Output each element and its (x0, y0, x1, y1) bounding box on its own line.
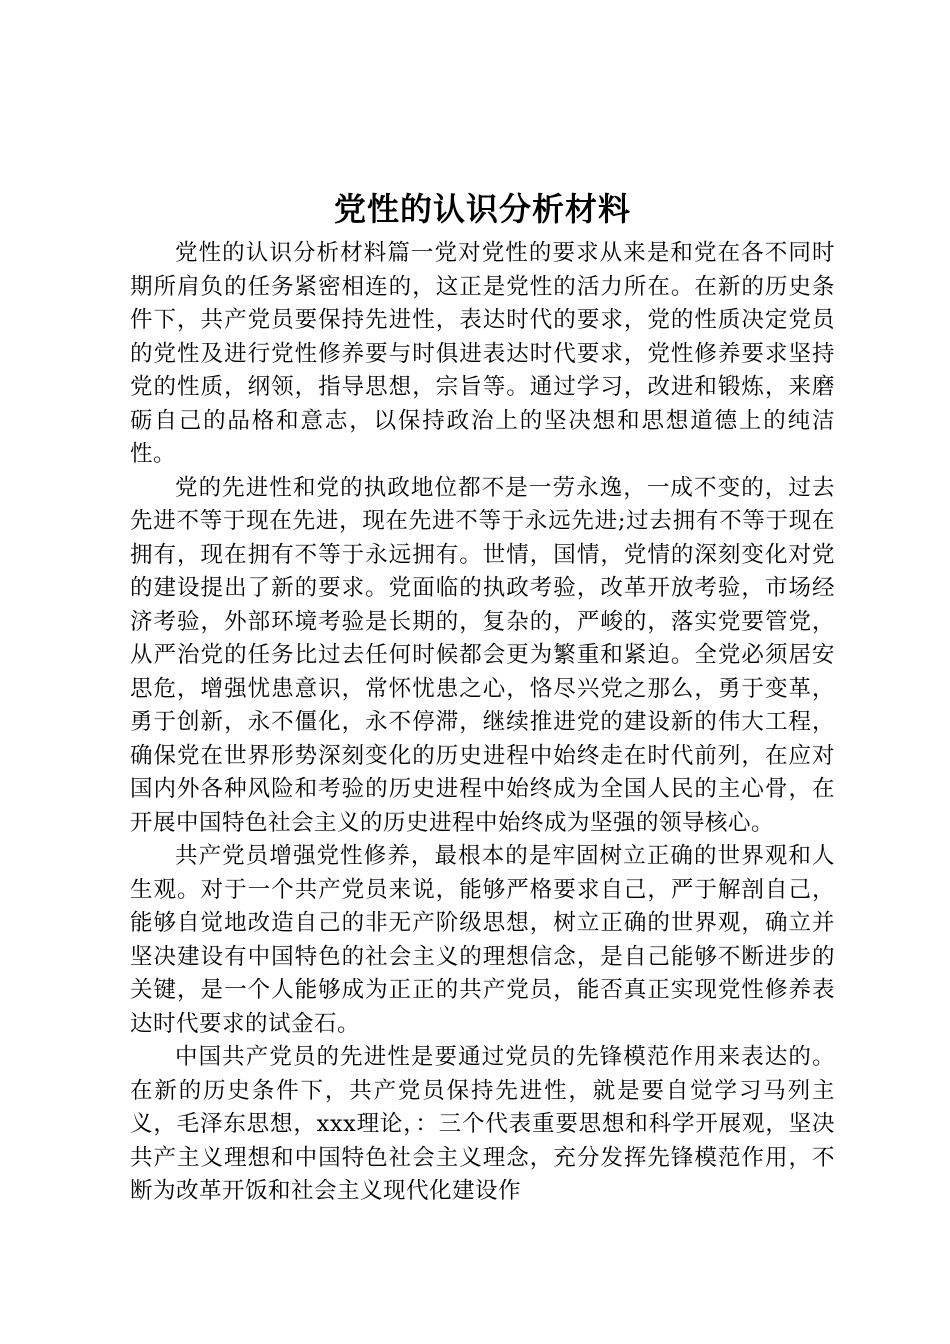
paragraph-4: 中国共产党员的先进性是要通过党员的先锋模范作用来表达的。在新的历史条件下，共产党员保持先进性，就是要自觉学习马列主义，毛泽东思想，xxx理论，：三个代表重要思想和科学开展观，坚决共产主义理想和中国特色社会主义理念，充分发挥先锋模范作用，不断为改革开饭和社会主义现代化建设作 (130, 1044, 835, 1204)
document-title: 党性的认识分析材料 (333, 190, 631, 228)
paragraph-2: 党的先进性和党的执政地位都不是一劳永逸，一成不变的，过去先进不等于现在先进，现在先进不等于永远先进;过去拥有不等于现在拥有，现在拥有不等于永远拥有。世情，国情，党情的深刻变化对党的建设提出了新的要求。党面临的执政考验，改革开放考验，市场经济考验，外部环境考验是长期的，复杂的，严峻的，落实党要管党，从严治党的任务比过去任何时候都会更为繁重和紧迫。全党必须居安思危，增强忧患意识，常怀忧患之心，恪尽兴党之那么，勇于变革，勇于创新，永不僵化，永不停滞，继续推进党的建设新的伟大工程，确保党在世界形势深刻变化的历史进程中始终走在时代前列，在应对国内外各种风险和考验的历史进程中始终成为全国人民的主心骨，在开展中国特色社会主义的历史进程中始终成为坚强的领导核心。 (130, 474, 835, 836)
paragraph-3: 共产党员增强党性修养，最根本的是牢固树立正确的世界观和人生观。对于一个共产党员来说，能够严格要求自己，严于解剖自己，能够自觉地改造自己的非无产阶级思想，树立正确的世界观，确立并坚决建设有中国特色的社会主义的理想信念，是自己能够不断进步的关键，是一个人能够成为正正的共产党员，能否真正实现党性修养表达时代要求的试金石。 (130, 843, 835, 1037)
paragraph-1: 党性的认识分析材料篇一党对党性的要求从来是和党在各不同时期所肩负的任务紧密相连的，这正是党性的活力所在。在新的历史条件下，共产党员要保持先进性，表达时代的要求，党的性质决定党员的党性及进行党性修养要与时俱进表达时代要求，党性修养要求坚持党的性质，纲领，指导思想，宗旨等。通过学习，改进和锻炼，来磨砺自己的品格和意志，以保持政治上的坚决想和思想道德上的纯洁性。 (130, 240, 835, 467)
document-page (130, 185, 835, 1209)
